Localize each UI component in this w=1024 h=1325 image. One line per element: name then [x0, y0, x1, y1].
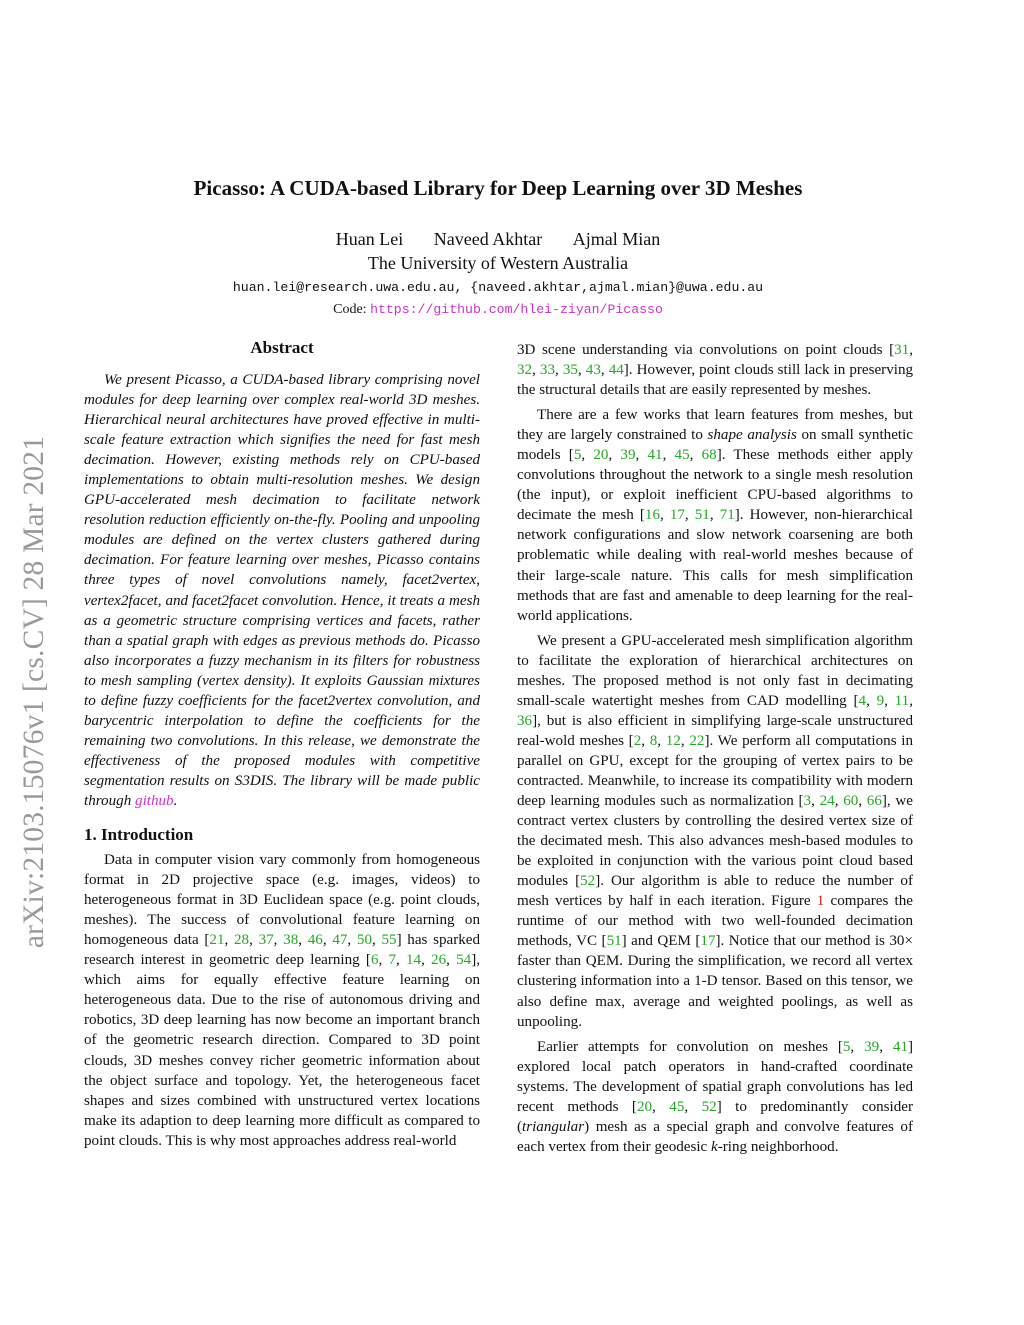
citation-link[interactable]: 46: [307, 932, 323, 949]
affiliation: The University of Western Australia: [367, 253, 629, 273]
figure-ref-link[interactable]: 1: [816, 893, 825, 910]
citation-link[interactable]: 45: [674, 447, 690, 464]
citation-link[interactable]: 16: [644, 507, 661, 524]
citation-link[interactable]: 14: [405, 952, 422, 969]
citation-link[interactable]: 52: [580, 873, 596, 890]
citation-link[interactable]: 68: [701, 447, 717, 464]
citation-link[interactable]: 5: [842, 1038, 851, 1055]
citation-link[interactable]: 32: [517, 362, 533, 379]
author: Ajmal Mian: [572, 229, 661, 249]
citation-link[interactable]: 60: [843, 793, 859, 810]
abstract-heading: Abstract: [250, 338, 314, 357]
body-paragraph: We present a GPU-accelerated mesh simplification algorithm to facilitate the exploration of hierarchical architectures on meshes. The proposed method is not only fast in decimating small-scale watertight meshes from CAD modelling [4, 9, 11, 36], but is also efficient in simplifying large-scale unstructured real-wold meshes [2, 8, 12, 22]. We perform all computations in parallel on GPU, except for the grouping of vertex pairs to be contracted. Meanwhile, to increase its compatibility with modern deep learning modules such as normalization [3, 24, 60, 66], we contract vertex clusters by controlling the desired vertex size of the decimated mesh. This also advances mesh-based modules to be exploited in conjunction with the various point cloud based modules [52]. Our algorithm is able to reduce the number of mesh vertices by half in each iteration. Figure 1 compares the runtime of our method with two well-founded decimation methods, VC [51] and QEM [17]. Notice that our method is 30× faster than QEM. During the simplification, we record all vertex clustering information into a 1-D tensor. Based on this tensor, we also define max, average and weighted poolings, as well as unpooling.: [517, 632, 914, 1030]
citation-link[interactable]: 41: [892, 1038, 908, 1055]
citation-link[interactable]: 33: [539, 362, 556, 379]
citation-link[interactable]: 21: [209, 932, 225, 949]
citation-link[interactable]: 37: [258, 932, 274, 949]
citation-link[interactable]: 50: [356, 932, 372, 949]
citation-link[interactable]: 9: [876, 692, 885, 709]
citation-link[interactable]: 28: [234, 932, 250, 949]
citation-link[interactable]: 36: [517, 712, 533, 729]
citation-link[interactable]: 38: [283, 932, 299, 949]
abstract-text: We present Picasso, a CUDA-based library comprising novel modules for deep learning over complex real-world 3D meshes. Hierarchical neural architectures have proved effective in multi-scale feature extraction which signifies the need for fast mesh decimation. However, existing methods rely on CPU-based implementations to obtain multi-resolution meshes. We design GPU-accelerated mesh decimation to facilitate network resolution reduction efficiently on-the-fly. Pooling and unpooling modules are defined on the vertex clusters gathered during decimation. For feature learning over meshes, Picasso contains three types of novel convolutions namely, facet2vertex, vertex2facet, and facet2facet convolution. Hence, it treats a mesh as a geometric structure comprising vertices and facets, rather than a spatial graph with edges as previous methods do. Picasso also incorporates a fuzzy mechanism in its filters for robustness to mesh sampling (vertex density). It exploits Gaussian mixtures to define fuzzy coefficients for the facet2vertex convolution, and barycentric interpolation to define the coefficients for the remaining two convolutions. In this release, we demonstrate the effectiveness of the proposed modules with competitive segmentation results on S3DIS. The library will be made public through github.: [84, 372, 480, 809]
citation-link[interactable]: 52: [701, 1098, 717, 1115]
citation-link[interactable]: 6: [370, 952, 379, 969]
citation-link[interactable]: 35: [562, 362, 578, 379]
author: Huan Lei: [335, 229, 404, 249]
section-heading-introduction: 1. Introduction: [84, 825, 194, 845]
citation-link[interactable]: 51: [606, 933, 622, 950]
citation-link[interactable]: 2: [633, 732, 642, 749]
citation-link[interactable]: 54: [456, 952, 472, 969]
citation-link[interactable]: 43: [585, 362, 601, 379]
citation-link[interactable]: 22: [689, 732, 705, 749]
body-paragraph: 3D scene understanding via convolutions on point clouds [31, 32, 33, 35, 43, 44]. However, point clouds still lack in preserving the structural details that are easily represented by meshes.: [517, 342, 914, 399]
citation-link[interactable]: 17: [669, 507, 685, 524]
citation-link[interactable]: 71: [719, 507, 735, 524]
author-list: [120, 229, 876, 250]
citation-link[interactable]: 7: [388, 952, 396, 969]
paper-title: Picasso: A CUDA-based Library for Deep Learning over 3D Meshes: [193, 176, 803, 200]
github-link[interactable]: github: [135, 792, 174, 809]
citation-link[interactable]: 44: [608, 362, 624, 379]
citation-link[interactable]: 3: [803, 793, 812, 810]
citation-link[interactable]: 20: [593, 447, 609, 464]
citation-link[interactable]: 24: [819, 793, 835, 810]
citation-link[interactable]: 12: [665, 732, 681, 749]
author-emails: huan.lei@research.uwa.edu.au, {naveed.akhtar,ajmal.mian}@uwa.edu.au: [232, 280, 764, 295]
citation-link[interactable]: 11: [894, 692, 910, 709]
citation-link[interactable]: 26: [431, 952, 447, 969]
code-line: [200, 302, 796, 318]
right-column: [517, 340, 913, 1157]
body-paragraph: Earlier attempts for convolution on meshes [5, 39, 41] explored local patch operators in hand-crafted coordinate systems. The development of spatial graph convolutions has led recent methods [20, 45, 52] to predominantly consider (triangular) mesh as a special graph and convolve features of each vertex from their geodesic k-ring neighborhood.: [517, 1038, 914, 1155]
arxiv-stamp: arXiv:2103.15076v1 [cs.CV] 28 Mar 2021: [18, 435, 50, 949]
citation-link[interactable]: 55: [381, 932, 397, 949]
citation-link[interactable]: 39: [864, 1038, 880, 1055]
code-label: Code:: [333, 302, 371, 317]
left-column: [84, 338, 480, 1151]
code-url-link[interactable]: https://github.com/hlei-ziyan/Picasso: [370, 302, 663, 317]
citation-link[interactable]: 5: [573, 447, 582, 464]
citation-link[interactable]: 51: [694, 507, 710, 524]
citation-link[interactable]: 8: [649, 732, 658, 749]
author: Naveed Akhtar: [433, 229, 543, 249]
citation-link[interactable]: 41: [647, 447, 663, 464]
citation-link[interactable]: 45: [669, 1098, 685, 1115]
citation-link[interactable]: 31: [894, 342, 910, 358]
citation-link[interactable]: 47: [332, 932, 348, 949]
citation-link[interactable]: 39: [620, 447, 636, 464]
citation-link[interactable]: 20: [636, 1098, 653, 1115]
intro-paragraph: Data in computer vision vary commonly from homogeneous format in 2D projective space (e.g. images, videos) to heterogeneous format in 3D Euclidean space (e.g. point clouds, meshes). The success of convolutional feature learning on homogeneous data [21, 28, 37, 38, 46, 47, 50, 55] has sparked research interest in geometric deep learning [6, 7, 14, 26, 54], which aims for equally effective feature learning on heterogeneous data. Due to the rise of autonomous driving and robotics, 3D deep learning has now become an important branch of the geometric research direction. Compared to 3D point clouds, 3D meshes convey richer geometric information about the object surface and topology. Yet, the heterogeneous facet shapes and sizes combined with unstructured vertex locations make its adaption to deep learning more difficult as compared to point clouds. This is why most approaches address real-world: [84, 852, 481, 1149]
citation-link[interactable]: 66: [866, 793, 882, 810]
citation-link[interactable]: 17: [700, 933, 716, 950]
citation-link[interactable]: 4: [858, 692, 867, 709]
body-paragraph: There are a few works that learn features from meshes, but they are largely constrained to shape analysis on small synthetic models [5, 20, 39, 41, 45, 68]. These methods either apply convolutions throughout the network to a single mesh resolution (the input), or exploit inefficient CPU-based algorithms to decimate the mesh [16, 17, 51, 71]. However, non-hierarchical network configurations and slow network coarsening are both problematic while dealing with real-world meshes because of their large-scale nature. This calls for mesh simplification methods that are fast and amenable to deep learning for the real-world applications.: [517, 407, 914, 624]
